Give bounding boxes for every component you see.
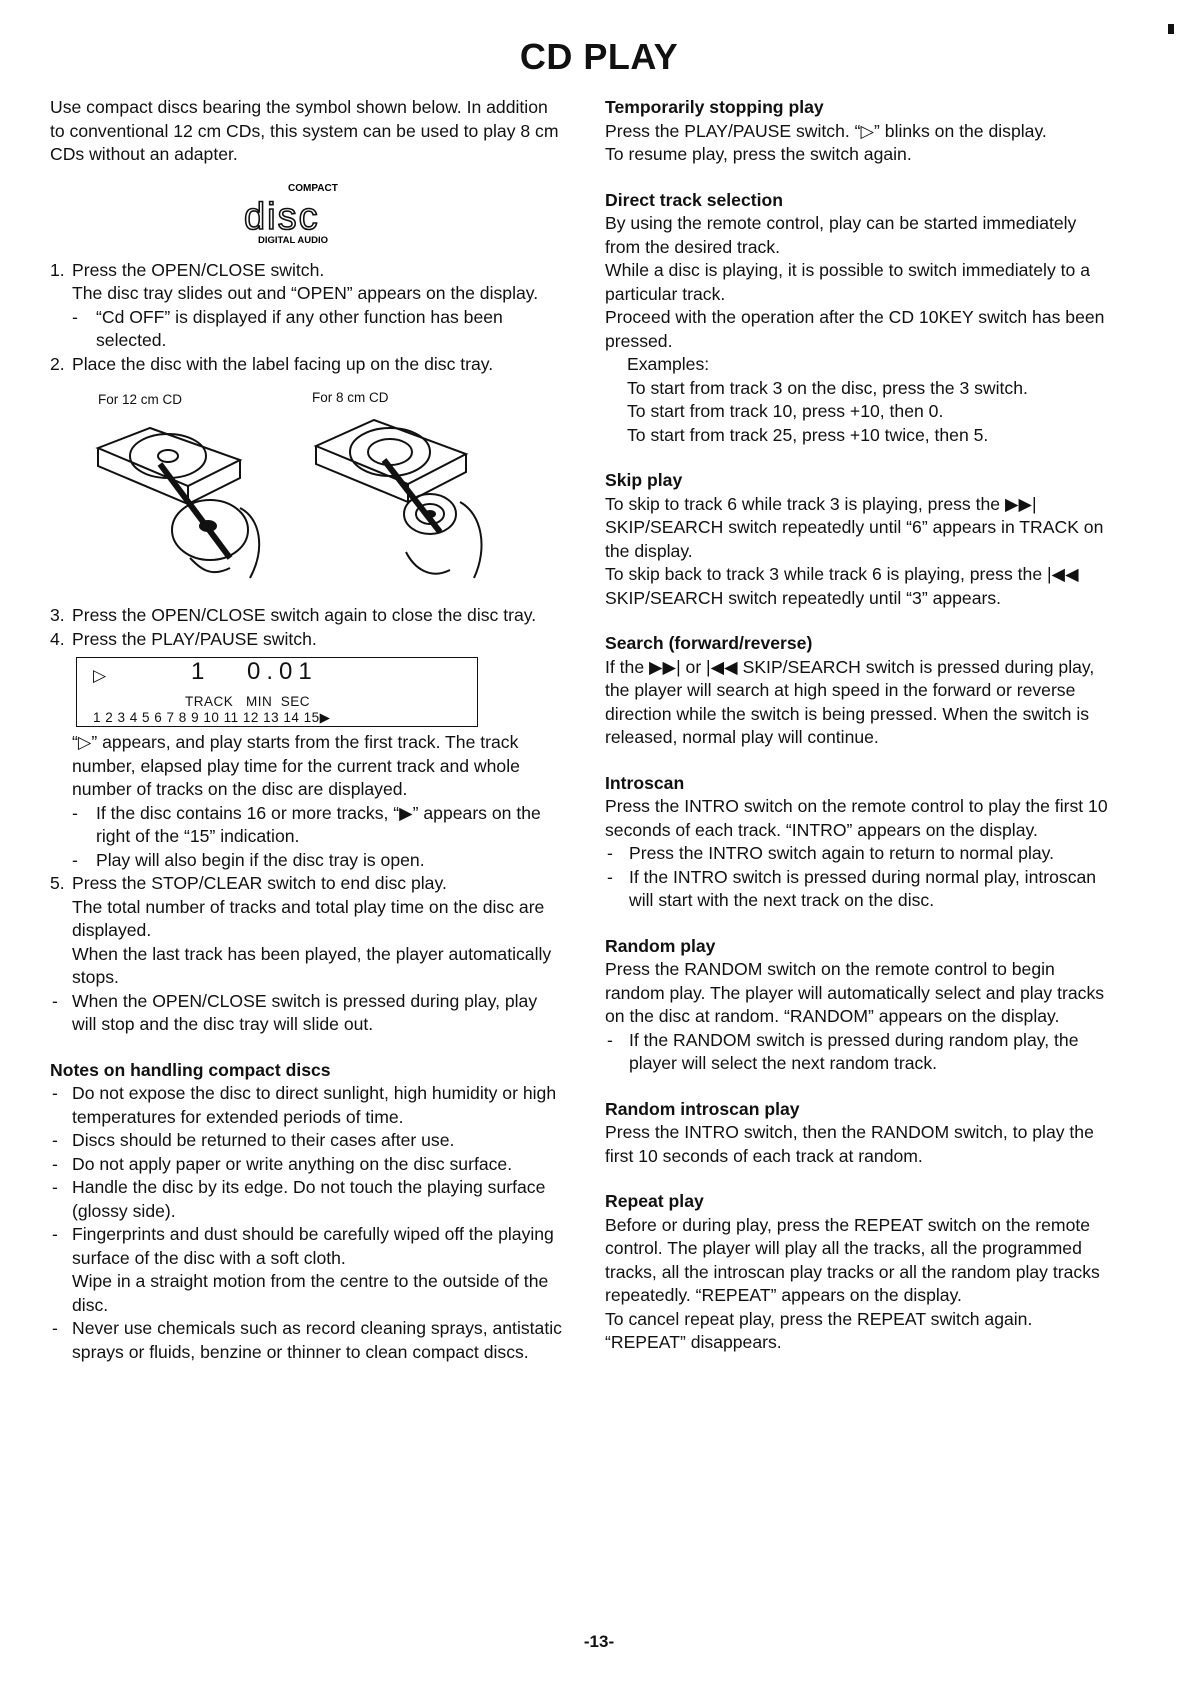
skip-heading: Skip play	[605, 470, 683, 490]
corner-mark	[1168, 24, 1174, 34]
introscan-dash-2: - If the INTRO switch is pressed during normal play, introscan will start with the next track on the disc.	[605, 866, 1115, 913]
step-3: 3. Press the OPEN/CLOSE switch again to close the disc tray.	[50, 605, 537, 625]
tray-8cm-illustration	[310, 402, 500, 588]
play-indicator-icon: ▷	[93, 666, 107, 685]
temp-stop-line-1: Press the PLAY/PAUSE switch. “▷” blinks on the display.	[605, 120, 1047, 141]
step-4-text: “▷” appears, and play starts from the first track. The track number, elapsed play time for the current track and whole number of tracks on the disc are displayed.	[72, 732, 520, 799]
step-1: 1. Press the OPEN/CLOSE switch.	[50, 259, 325, 280]
direct-track-p3: Proceed with the operation after the CD 10KEY switch has been pressed.	[605, 307, 1105, 351]
example-2: To start from track 10, press +10, then 0.	[627, 401, 944, 421]
lcd-display	[76, 657, 478, 727]
fig-label-8cm: For 8 cm CD	[312, 390, 389, 405]
example-1: To start from track 3 on the disc, press the 3 switch.	[627, 377, 1028, 398]
step-5: 5. Press the STOP/CLEAR switch to end disc play.	[50, 873, 447, 893]
lcd-track-numbers: 1 2 3 4 5 6 7 8 9 10 11 12 13 14 15▶	[93, 710, 331, 725]
step-5-sub-2: When the last track has been played, the player automatically stops.	[72, 943, 552, 987]
lcd-labels: TRACK MIN SEC	[185, 694, 311, 709]
disc-tray-figures	[50, 382, 564, 594]
search-p1: If the ▶▶| or |◀◀ SKIP/SEARCH switch is pressed during play, the player will search at high speed in the forward or reverse direction while the switch is being pressed. When the switch is released, normal play will continue.	[605, 656, 1095, 747]
temp-stop-heading: Temporarily stopping play	[605, 97, 824, 117]
step-1-sub: The disc tray slides out and “OPEN” appears on the display.	[72, 283, 539, 303]
page-title: CD PLAY	[519, 36, 679, 77]
note-item: - Fingerprints and dust should be carefully wiped off the playing surface of the disc with a soft cloth.	[50, 1223, 564, 1270]
note-item-5-continued: Wipe in a straight motion from the centre to the outside of the disc.	[72, 1271, 549, 1315]
left-column	[50, 96, 564, 1364]
example-3: To start from track 25, press +10 twice, then 5.	[627, 424, 989, 445]
introscan-heading: Introscan	[605, 772, 685, 793]
page-number: -13-	[583, 1632, 615, 1651]
random-p1: Press the RANDOM switch on the remote control to begin random play. The player will automatically select and play tracks on the disc at random. “RANDOM” appears on the display.	[605, 959, 1105, 1026]
lcd-track-number: 1	[191, 658, 205, 685]
random-heading: Random play	[605, 935, 716, 956]
logo-bottom-text: DIGITAL AUDIO	[258, 234, 329, 245]
note-item: - Handle the disc by its edge. Do not touch the playing surface (glossy side).	[50, 1176, 564, 1223]
note-item: - Never use chemicals such as record cleaning sprays, antistatic sprays or fluids, benzine or thinner to clean compact discs.	[50, 1317, 564, 1364]
note-item: - Do not expose the disc to direct sunlight, high humidity or high temperatures for extended periods of time.	[50, 1082, 564, 1129]
step-4-dash-2: - Play will also begin if the disc tray is open.	[50, 849, 564, 873]
skip-p2: To skip back to track 3 while track 6 is playing, press the |◀◀ SKIP/SEARCH switch repeatedly until “3” appears.	[605, 564, 1079, 608]
direct-track-heading: Direct track selection	[605, 189, 783, 210]
skip-p1: To skip to track 6 while track 3 is playing, press the ▶▶| SKIP/SEARCH switch repeatedly until “6” appears in TRACK on the display.	[605, 493, 1104, 561]
logo-mid-text: disc	[244, 195, 320, 238]
examples-heading: Examples:	[627, 354, 710, 374]
logo-top-text: COMPACT	[288, 182, 338, 194]
notes-heading: Notes on handling compact discs	[50, 1059, 331, 1080]
note-item: - Do not apply paper or write anything on the disc surface.	[50, 1153, 564, 1177]
step-5-sub-1: The total number of tracks and total play time on the disc are displayed.	[72, 896, 545, 940]
introscan-dash-1: - Press the INTRO switch again to return to normal play.	[605, 842, 1115, 866]
random-dash-1: - If the RANDOM switch is pressed during random play, the player will select the next random track.	[605, 1029, 1115, 1076]
tray-12cm-illustration	[90, 408, 280, 588]
lcd-time: 0.01	[247, 658, 318, 685]
step-5-dash: - When the OPEN/CLOSE switch is pressed during play, play will stop and the disc tray will slide out.	[50, 990, 564, 1037]
random-introscan-p1: Press the INTRO switch, then the RANDOM switch, to play the first 10 seconds of each track at random.	[605, 1122, 1094, 1166]
step-2: 2. Place the disc with the label facing up on the disc tray.	[50, 353, 494, 374]
intro-text: Use compact discs bearing the symbol shown below. In addition to conventional 12 cm CDs, this system can be used to play 8 cm CDs without an adapter.	[50, 97, 559, 164]
repeat-p1: Before or during play, press the REPEAT switch on the remote control. The player will play all the tracks, all the programmed tracks, all the introscan play tracks or all the random play tracks repeatedly. “REPEAT” appears on the display.	[605, 1214, 1100, 1305]
step-1-dash: - “Cd OFF” is displayed if any other function has been selected.	[50, 306, 564, 353]
direct-track-p1: By using the remote control, play can be started immediately from the desired track.	[605, 213, 1077, 257]
temp-stop-line-2: To resume play, press the switch again.	[605, 144, 912, 164]
note-item: - Discs should be returned to their cases after use.	[50, 1129, 564, 1153]
repeat-heading: Repeat play	[605, 1191, 704, 1211]
right-column	[605, 96, 1115, 1355]
search-heading: Search (forward/reverse)	[605, 633, 813, 653]
introscan-p1: Press the INTRO switch on the remote control to play the first 10 seconds of each track. “INTRO” appears on the display.	[605, 796, 1108, 840]
random-introscan-heading: Random introscan play	[605, 1098, 800, 1119]
fig-label-12cm: For 12 cm CD	[98, 392, 183, 407]
step-4: 4. Press the PLAY/PAUSE switch.	[50, 628, 317, 649]
direct-track-p2: While a disc is playing, it is possible to switch immediately to a particular track.	[605, 260, 1090, 304]
step-4-dash-1: - If the disc contains 16 or more tracks, “▶” appears on the right of the “15” indication.	[50, 802, 564, 849]
repeat-p2: To cancel repeat play, press the REPEAT switch again. “REPEAT” disappears.	[605, 1308, 1033, 1352]
compact-disc-logo	[240, 181, 370, 245]
